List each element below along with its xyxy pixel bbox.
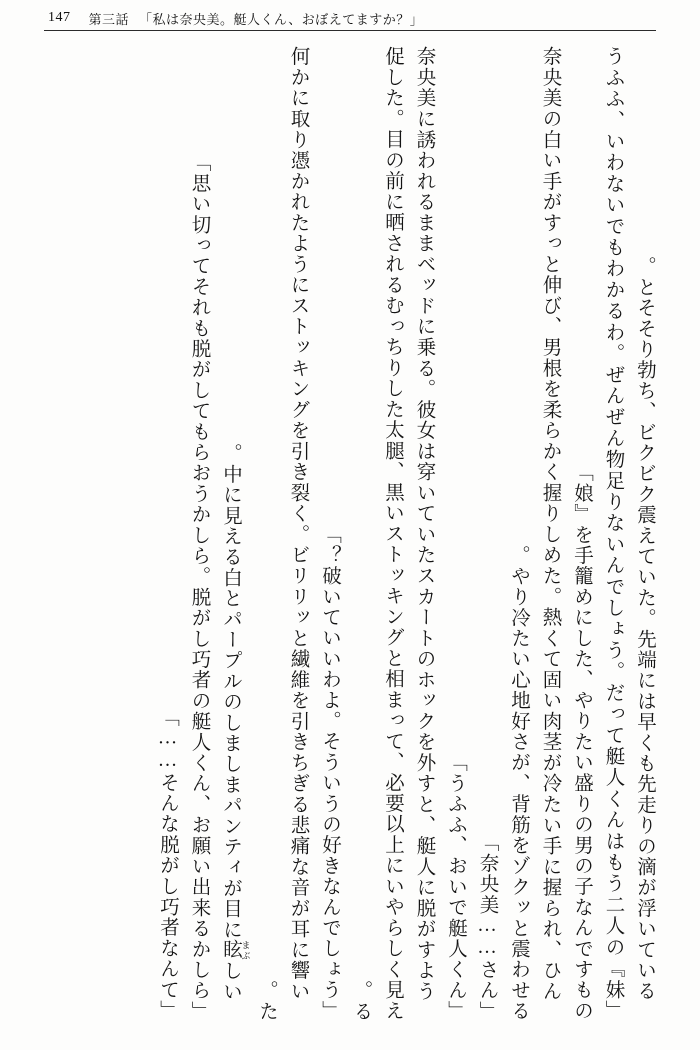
paragraph: 「そんな脱がし巧者なんて……」 (157, 707, 178, 1021)
paragraph: とそそり勃ち、ビクビク震えていた。先端には早くも先走りの滴が浮いている。 (634, 256, 655, 1002)
paragraph: 奈央美の白い手がすっと伸び、男根を柔らかく握りしめた。熱くて固い肉茎が冷たい手に握られ、ひんやり冷たい心地好さが、背筋をゾクッと震わせる。 (508, 46, 561, 1021)
vertical-text-block (40, 46, 660, 1021)
paragraph-with-ruby (215, 46, 251, 1021)
paragraph: 「うふふ、いわないでもわかるわ。ぜんぜん物足りないんでしょう。だって艇人くんはもう二人の『妹娘』を手籠めにした、やりたい盛りの男の子なんですもの」 (571, 46, 624, 1022)
paragraph: 「破いていいわよ。そういうの好きなんでしょう？」 (319, 524, 340, 1021)
ruby-group (220, 939, 251, 961)
paragraph: 「思い切ってそれも脱がしてもらおうかしら。脱がし巧者の艇人くん、お願い出来るかしら」 (188, 151, 210, 1021)
page-number: 147 (48, 10, 71, 25)
body-text-area (40, 46, 660, 1026)
header-divider (44, 30, 656, 31)
ruby-base: 眩 (220, 939, 241, 961)
paragraph: 何かに取り憑かれたようにストッキングを引き裂く。ビリリッと繊維を引きちぎる悲痛な音が耳に響いた。 (256, 46, 309, 1021)
paragraph: 「うふふ、おいで艇人くん」 (445, 751, 466, 1021)
paragraph: 奈央美に誘われるままベッドに乗る。彼女は穿いていたスカートのホックを外すと、艇人に脱がすよう促した。目の前に晒されるむっちりした太腿、黒いストッキングと相まって、必要以上にいやらしく見える。 (350, 46, 435, 1021)
chapter-title: 「私は奈央美。艇人くん、おぼえてますか？」 (139, 11, 424, 27)
paragraph-part-b: しい。 (220, 442, 241, 1002)
chapter-label: 第三話 (88, 11, 130, 27)
paragraph-part-a: 中に見える白とパープルのしましまパンティが目に (220, 463, 241, 940)
ruby-text: まぶ (240, 939, 251, 961)
paragraph: 「奈央美……さん」 (476, 831, 498, 1021)
